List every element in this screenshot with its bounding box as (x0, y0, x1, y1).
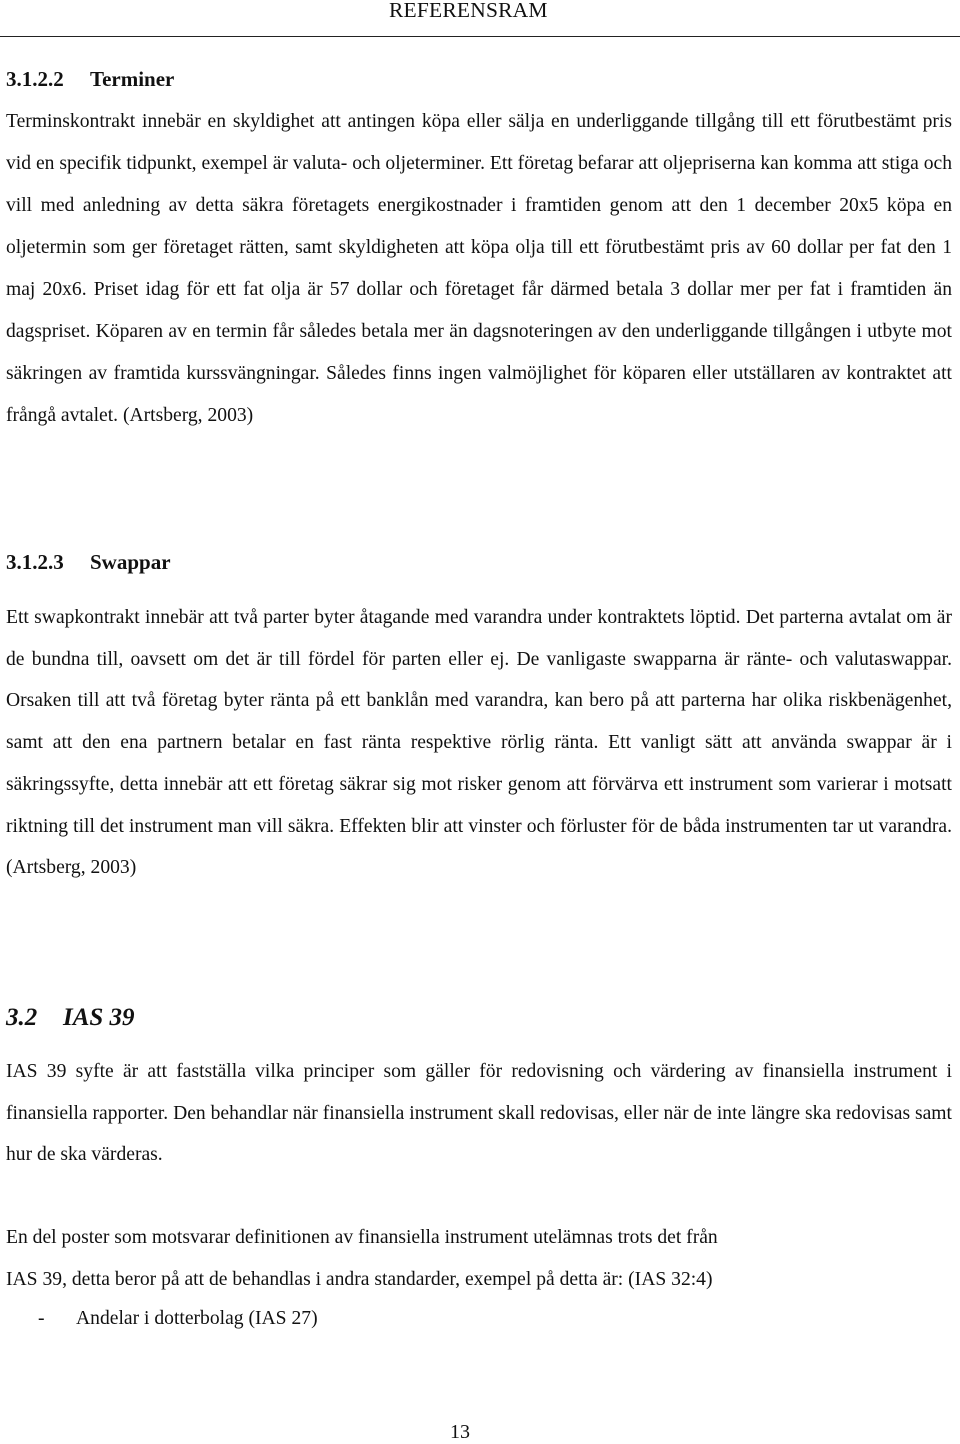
section-heading-swappar (6, 550, 171, 575)
list-item-text: Andelar i dotterbolag (IAS 27) (76, 1308, 318, 1329)
section-number: 3.1.2.2 (6, 67, 64, 91)
list-item (38, 1308, 318, 1330)
running-header (0, 0, 960, 37)
paragraph-line: IAS 39, detta beror på att de behandlas i andra standarder, exempel på detta är: (IAS 32:4) (6, 1268, 713, 1290)
section-title: Terminer (90, 67, 175, 91)
chapter-title: IAS 39 (63, 1004, 135, 1031)
paragraph-terminer: Terminskontrakt innebär en skyldighet att antingen köpa eller sälja en underliggande tillgång till ett förutbestämt pris vid en specifik tidpunkt, exempel är valuta- och oljeterminer. Ett företag befarar att oljepriserna kan komma att stiga och vill med anledning av detta säkra företagets energikostnader i framtiden genom att den 1 december 20x5 köpa en oljetermin som ger företaget rätten, samt skyldigheten att köpa olja till ett förutbestämt pris av 60 dollar per fat den 1 maj 20x6. Priset idag för ett fat olja är 57 dollar och företaget får därmed betala 3 dollar mer per fat i framtiden än dagspriset. Köparen av en termin får således betala mer än dagsnoteringen av den underliggande tillgången i utbyte mot säkringen av framtida kurssvängningar. Således finns ingen valmöjlighet för köparen eller utställaren av kontraktet att frångå avtalet. (Artsberg, 2003) (6, 111, 952, 426)
section-title: Swappar (90, 550, 171, 574)
paragraph-ias39-purpose: IAS 39 syfte är att fastställa vilka principer som gäller för redovisning och värdering av finansiella instrument i finansiella rapporter. Den behandlar när finansiella instrument skall redovisas, eller när de inte längre ska redovisas samt hur de ska värderas. (6, 1061, 952, 1165)
chapter-number: 3.2 (6, 1004, 38, 1031)
chapter-heading-ias39 (6, 1004, 135, 1032)
page-number: 13 (450, 1421, 470, 1443)
section-number: 3.1.2.3 (6, 550, 64, 574)
list-bullet: - (38, 1308, 45, 1329)
paragraph-line: En del poster som motsvarar definitionen av finansiella instrument utelämnas trots det från (6, 1227, 718, 1248)
paragraph-ias39-exceptions (6, 1217, 952, 1300)
running-header-title: REFERENSRAM (389, 0, 548, 22)
paragraph-swappar: Ett swapkontrakt innebär att två parter byter åtagande med varandra under kontraktets löptid. Det parterna avtalat om är de bundna till, oavsett om det är till fördel för parten eller ej. De vanligaste swapparna är ränte- och valutaswappar. Orsaken till att två företag byter ränta på ett banklån med varandra, kan bero på att parterna har olika riskbenägenhet, samt att den ena partnern betalar en fast ränta respektive rörlig ränta. Ett vanligt sätt att använda swappar är i säkringssyfte, detta innebär att ett företag säkrar sig mot risker genom att förvärva ett instrument som varierar i motsatt riktning till det instrument man vill säkra. Effekten blir att vinster och förluster för de båda instrumenten tar ut varandra. (Artsberg, 2003) (6, 607, 952, 879)
section-heading-terminer (6, 67, 174, 92)
